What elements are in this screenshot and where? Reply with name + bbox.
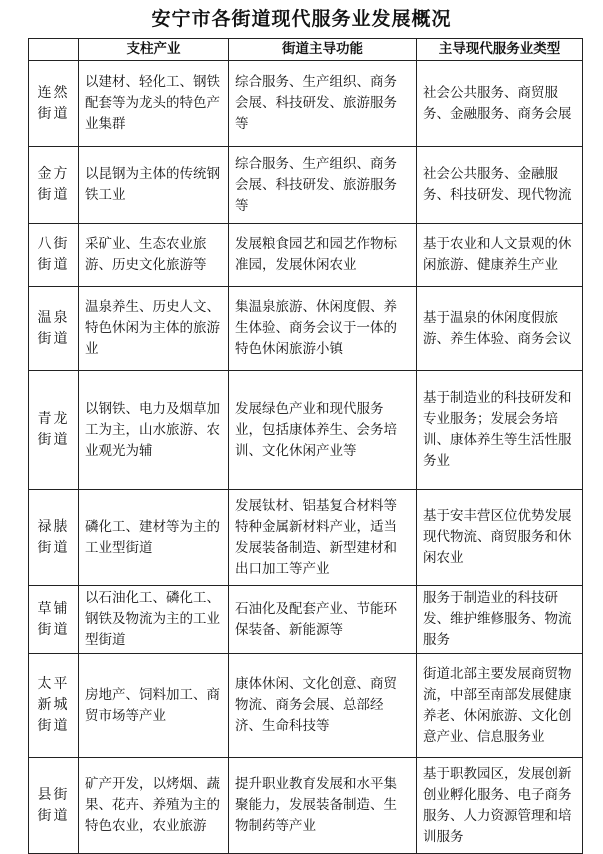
street-name: 温泉 街道	[29, 287, 79, 371]
service-type-cell: 基于职教园区，发展创新创业孵化服务、电子商务服务、人力资源管理和培训服务	[417, 758, 583, 854]
header-service-type: 主导现代服务业类型	[417, 39, 583, 61]
pillar-industry-cell: 矿产开发，以烤烟、蔬果、花卉、养殖为主的特色农业，农业旅游	[79, 758, 229, 854]
table-row	[29, 586, 583, 654]
street-name: 连然 街道	[29, 61, 79, 147]
page-title: 安宁市各街道现代服务业发展概况	[151, 8, 452, 30]
pillar-industry-cell: 以钢铁、电力及烟草加工为主，山水旅游、农业观光为辅	[79, 371, 229, 490]
street-function-cell: 集温泉旅游、休闲度假、养生体验、商务会议于一体的特色休闲旅游小镇	[229, 287, 417, 371]
street-services-table	[28, 38, 583, 854]
street-name: 草铺 街道	[29, 586, 79, 654]
street-function-cell: 发展绿色产业和现代服务业，包括康体养生、会务培训、文化休闲产业等	[229, 371, 417, 490]
service-type-cell: 社会公共服务、金融服务、科技研发、现代物流	[417, 147, 583, 224]
header-street	[29, 39, 79, 61]
pillar-industry-cell: 房地产、饲料加工、商贸市场等产业	[79, 654, 229, 758]
pillar-industry-cell: 以石油化工、磷化工、钢铁及物流为主的工业型街道	[79, 586, 229, 654]
street-name: 金方 街道	[29, 147, 79, 224]
street-function-cell: 综合服务、生产组织、商务会展、科技研发、旅游服务等	[229, 61, 417, 147]
table-row	[29, 654, 583, 758]
street-function-cell: 石油化及配套产业、节能环保装备、新能源等	[229, 586, 417, 654]
table-row	[29, 224, 583, 287]
pillar-industry-cell: 以建材、轻化工、钢铁配套等为龙头的特色产业集群	[79, 61, 229, 147]
service-type-cell: 街道北部主要发展商贸物流，中部至南部发展健康养老、休闲旅游、文化创意产业、信息服务业	[417, 654, 583, 758]
pillar-industry-cell: 温泉养生、历史人文、特色休闲为主体的旅游业	[79, 287, 229, 371]
service-type-cell: 服务于制造业的科技研发、维护维修服务、物流服务	[417, 586, 583, 654]
table-row	[29, 371, 583, 490]
service-type-cell: 基于温泉的休闲度假旅游、养生体验、商务会议	[417, 287, 583, 371]
street-name: 太平 新城 街道	[29, 654, 79, 758]
service-type-cell: 基于安丰营区位优势发展现代物流、商贸服务和休闲农业	[417, 490, 583, 586]
header-street-function: 街道主导功能	[229, 39, 417, 61]
pillar-industry-cell: 以昆钢为主体的传统钢铁工业	[79, 147, 229, 224]
street-function-cell: 提升职业教育发展和水平集聚能力，发展装备制造、生物制药等产业	[229, 758, 417, 854]
table-row	[29, 758, 583, 854]
table-row	[29, 287, 583, 371]
street-name: 八街 街道	[29, 224, 79, 287]
street-function-cell: 发展钛材、铝基复合材料等特种金属新材料产业，适当发展装备制造、新型建材和出口加工等产业	[229, 490, 417, 586]
service-type-cell: 基于农业和人文景观的休闲旅游、健康养生产业	[417, 224, 583, 287]
street-function-cell: 综合服务、生产组织、商务会展、科技研发、旅游服务等	[229, 147, 417, 224]
pillar-industry-cell: 采矿业、生态农业旅游、历史文化旅游等	[79, 224, 229, 287]
table-header-row	[29, 39, 583, 61]
street-name: 禄脿 街道	[29, 490, 79, 586]
table-row	[29, 490, 583, 586]
pillar-industry-cell: 磷化工、建材等为主的工业型街道	[79, 490, 229, 586]
street-name: 县街 街道	[29, 758, 79, 854]
street-function-cell: 发展粮食园艺和园艺作物标准园，发展休闲农业	[229, 224, 417, 287]
table-row	[29, 147, 583, 224]
header-pillar-industry: 支柱产业	[79, 39, 229, 61]
service-type-cell: 社会公共服务、商贸服务、金融服务、商务会展	[417, 61, 583, 147]
service-type-cell: 基于制造业的科技研发和专业服务；发展会务培训、康体养生等生活性服务业	[417, 371, 583, 490]
street-name: 青龙 街道	[29, 371, 79, 490]
street-function-cell: 康体休闲、文化创意、商贸物流、商务会展、总部经济、生命科技等	[229, 654, 417, 758]
table-row	[29, 61, 583, 147]
